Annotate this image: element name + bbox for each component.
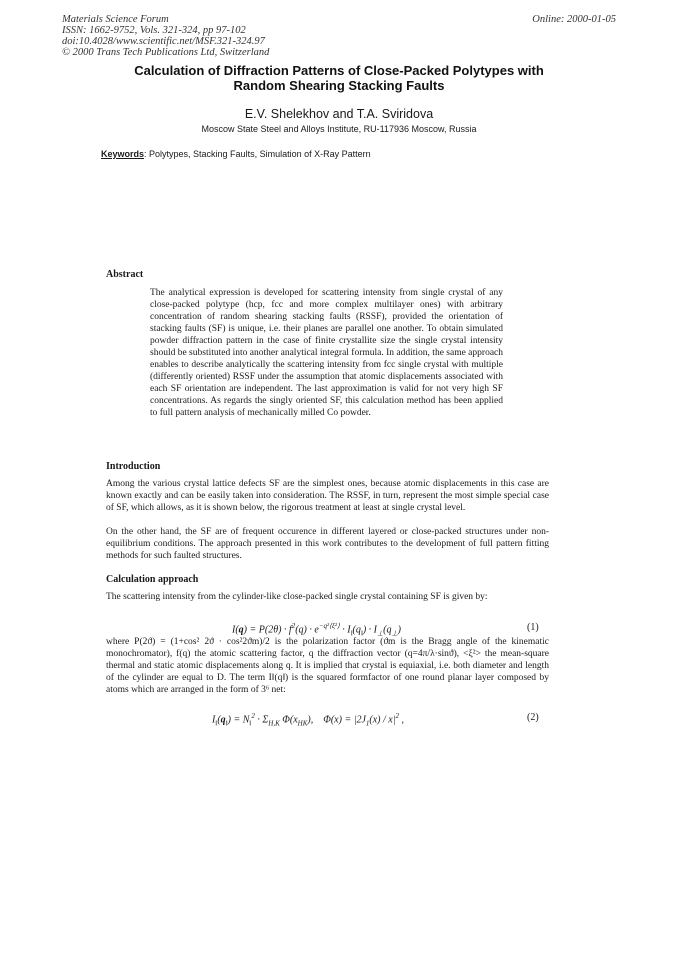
calculation-heading: Calculation approach [106, 574, 199, 585]
doi-line: doi:10.4028/www.scientific.net/MSF.321-324.97 [62, 36, 265, 47]
affiliation: Moscow State Steel and Alloys Institute, RU-117936 Moscow, Russia [201, 124, 477, 134]
equation-1: $I(q) = P(2\theta) \cdot f^2(q) \cdot e^{-q^2⟨\xi^2⟩} \cdot I_‖(q_‖) \cdot I_\perp(q_\perp)$ [232, 622, 401, 638]
keywords-label: Keywords [101, 149, 145, 159]
issn-line: ISSN: 1662-9752, Vols. 321-324, pp 97-102 [62, 25, 246, 36]
title-line-2: Random Shearing Stacking Faults [233, 78, 445, 93]
calculation-paragraph-1: The scattering intensity from the cylinder-like close-packed single crystal containing SF is given by: [106, 592, 488, 602]
journal-header [62, 14, 269, 58]
online-date: Online: 2000-01-05 [532, 14, 616, 25]
paper-title [0, 63, 678, 93]
introduction-heading: Introduction [106, 461, 161, 472]
introduction-paragraph-1: Among the various crystal lattice defects SF are the simplest ones, because atomic displacements in this case are known exactly and can be easily taken into consideration. The RSSF, in turn, represent the most simple special case of SF, which allows, as it is shown below, the rigorous treatment at least at single crystal level. [106, 479, 549, 513]
copyright-line: © 2000 Trans Tech Publications Ltd, Switzerland [62, 47, 270, 58]
authors: E.V. Shelekhov and T.A. Sviridova [244, 107, 434, 121]
keywords [101, 149, 371, 159]
equation-1-number: (1) [527, 622, 539, 633]
introduction-paragraph-2: On the other hand, the SF are of frequent occurence in different layered or close-packed structures under non-equilibrium conditions. The approach presented in this work contributes to the development of full pattern fitting methods for such faulted structures. [106, 527, 549, 561]
keywords-text: : Polytypes, Stacking Faults, Simulation of X-Ray Pattern [144, 149, 371, 159]
equation-2: $I_‖(q_‖) = N_‖^2 \cdot \Sigma_{H,K}$ $\Phi(x_{HK})$, $\Phi(x) = |2J_1(x) / x|^2$ , [212, 712, 404, 728]
abstract-heading: Abstract [106, 269, 144, 280]
abstract-body: The analytical expression is developed for scattering intensity from single crystal of any close-packed polytype (hcp, fcc and more complex multilayer ones) with arbitrary concentration of random shearing stacking faults (RSSF), provided the orientation of stacking faults (SF) is unique, i.e. their planes are parallel one another. To obtain simulated powder diffraction pattern in the case of finite crystallite size the single crystal intensity should be substituted into another analytical integral formula. In addition, the same approach enables to describe analytically the scattering intensity from fcc single crystal with multiple (differently oriented) RSSF under the assumption that atomic displacements associated with each SF orientation are independent. The last approximation is valid for not very high SF concentrations. As regards the singly oriented SF, this calculation method has been applied to full pattern analysis of mechanically milled Co powder. [150, 288, 503, 418]
journal-name: Materials Science Forum [62, 14, 169, 25]
title-line-1: Calculation of Diffraction Patterns of Close-Packed Polytypes with [134, 63, 544, 78]
calculation-paragraph-2: where P(2ϑ) = (1+cos² 2ϑ · cos²2ϑm)/2 is the polarization factor (ϑm is the Bragg angle of the kinematic monochromator), f(q) the atomic scattering factor, q the diffraction vector (q=4π/λ·sinϑ), <ξ²> the mean-square thermal and static atomic displacements along q. It is implied that crystal is equiaxial, i.e. both diameter and length of the cylinder are equal to D. The term I‖(q‖) is the squared formfactor of one round planar layer composed by atoms which are arranged in the form of 3⁶ net: [106, 637, 549, 695]
equation-2-number: (2) [527, 712, 539, 723]
